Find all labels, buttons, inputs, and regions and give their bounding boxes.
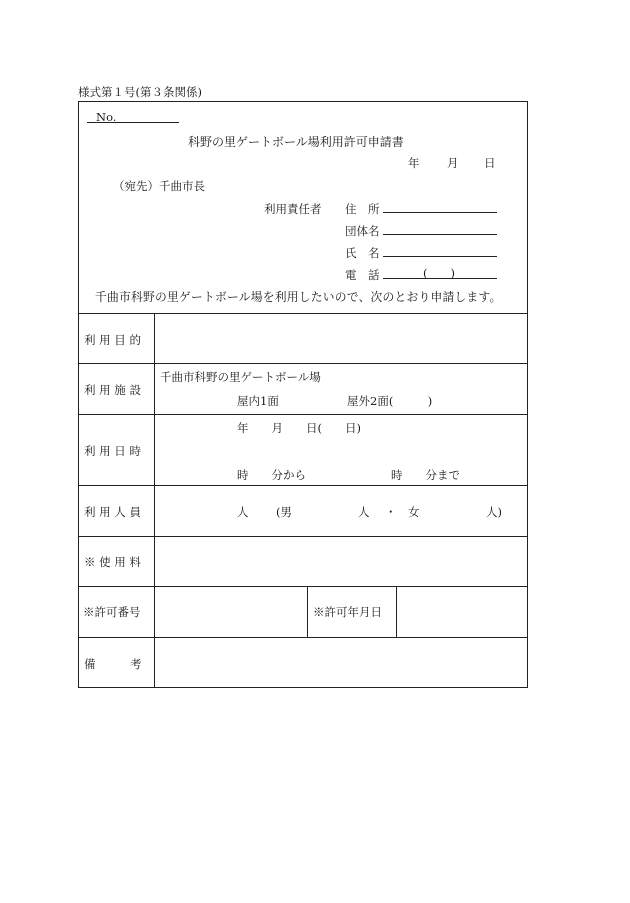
- no-underline: [87, 122, 179, 123]
- facility-outdoor[interactable]: 屋外2面( ): [347, 394, 433, 408]
- purpose-label: 利 用 目 的: [84, 333, 141, 347]
- purpose-field[interactable]: [156, 315, 526, 362]
- row-divider: [78, 414, 528, 415]
- permit-number-label: ※許可番号: [83, 605, 141, 619]
- group-label: 団体名: [345, 224, 380, 238]
- people-male: (男: [276, 505, 292, 519]
- address-label: 住 所: [345, 202, 380, 216]
- phone-field[interactable]: [383, 278, 497, 279]
- group-field[interactable]: [383, 234, 497, 235]
- permit-date-label: ※許可年月日: [313, 605, 382, 619]
- people-female-unit[interactable]: 人): [486, 505, 502, 519]
- row-divider: [78, 536, 528, 537]
- time-to[interactable]: 時 分まで: [391, 468, 460, 482]
- fee-field[interactable]: [156, 538, 526, 585]
- facility-indoor[interactable]: 屋内1面: [237, 394, 279, 408]
- applicant-heading: 利用責任者: [264, 202, 322, 216]
- people-total[interactable]: 人: [237, 505, 249, 519]
- date-month: 月: [447, 156, 459, 170]
- people-female: 女: [408, 505, 420, 519]
- people-male-unit[interactable]: 人: [358, 505, 370, 519]
- facility-name: 千曲市科野の里ゲートボール場: [160, 370, 321, 384]
- no-label: No.: [96, 110, 117, 124]
- row-divider: [78, 485, 528, 486]
- phone-label: 電 話: [345, 268, 380, 282]
- time-from[interactable]: 時 分から: [237, 468, 306, 482]
- people-label: 利 用 人 員: [84, 505, 141, 519]
- row-divider: [78, 363, 528, 364]
- name-label: 氏 名: [345, 246, 380, 260]
- permit-column-divider: [307, 586, 308, 637]
- phone-parens: ( ): [423, 266, 455, 280]
- facility-label: 利 用 施 設: [84, 383, 141, 397]
- people-separator: ・: [385, 505, 397, 519]
- row-divider: [78, 313, 528, 314]
- form-title: 科野の里ゲートボール場利用許可申請書: [188, 135, 404, 149]
- row-divider: [78, 637, 528, 638]
- date-line[interactable]: 年 月 日( 日): [237, 421, 361, 435]
- remarks-label: 備 考: [84, 657, 142, 671]
- address-field[interactable]: [383, 212, 497, 213]
- permit-column-divider: [396, 586, 397, 637]
- permit-date-field[interactable]: [398, 588, 526, 635]
- addressee: （宛先）千曲市長: [113, 179, 205, 193]
- datetime-label: 利 用 日 時: [84, 444, 141, 458]
- date-year: 年: [408, 156, 420, 170]
- application-statement: 千曲市科野の里ゲートボール場を利用したいので、次のとおり申請します。: [95, 290, 502, 304]
- label-column-divider: [154, 313, 155, 688]
- permit-number-field[interactable]: [156, 588, 306, 635]
- name-field[interactable]: [383, 256, 497, 257]
- row-divider: [78, 586, 528, 587]
- remarks-field[interactable]: [156, 639, 526, 686]
- date-day: 日: [484, 156, 496, 170]
- fee-label: ※ 使 用 料: [84, 555, 141, 569]
- form-number-label: 様式第１号(第３条関係): [78, 85, 202, 99]
